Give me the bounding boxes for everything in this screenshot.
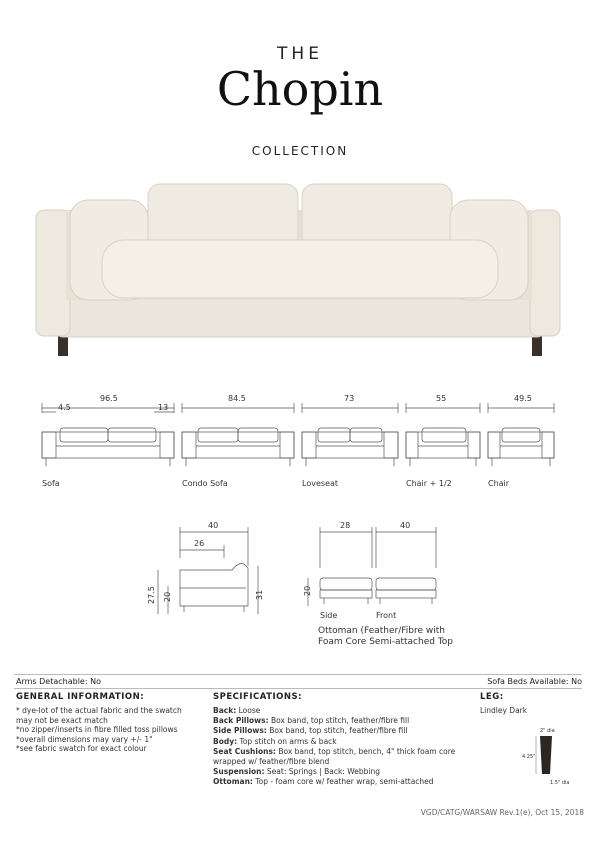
- spec-row: [213, 757, 478, 767]
- dim-sofa: 96.5: [100, 394, 118, 403]
- sofa-beds-available: [487, 677, 582, 686]
- dim-seat-height: 20: [163, 591, 172, 602]
- chair-half-drawing: [406, 403, 480, 466]
- side-profile-drawing: [158, 527, 258, 614]
- leg-info: [480, 692, 580, 715]
- ottoman-front-drawing: [376, 527, 436, 604]
- leg-diagram: [522, 726, 578, 788]
- spec-value: Box band, top stitch, feather/fibre fill: [270, 716, 410, 726]
- spec-value: Top - foam core w/ feather wrap, semi-attached: [255, 777, 434, 787]
- spec-value: Loose: [238, 706, 261, 715]
- general-line: may not be exact match: [16, 715, 108, 725]
- leg-heading: LEG:: [480, 692, 504, 702]
- spec-row: [213, 767, 478, 777]
- spec-value: Seat: Springs | Back: Webbing: [266, 767, 380, 777]
- leg-value: Lindley Dark: [480, 706, 528, 715]
- beds-value: No: [571, 677, 582, 686]
- spec-row: [213, 737, 478, 747]
- label-chair-half: Chair + 1/2: [406, 479, 452, 488]
- header-collection: COLLECTION: [251, 144, 349, 158]
- arms-value: No: [90, 677, 101, 686]
- divider-top: [14, 674, 582, 675]
- general-heading: GENERAL INFORMATION:: [16, 692, 145, 702]
- spec-label: Back:: [213, 706, 237, 715]
- dim-back-height: 31: [255, 589, 264, 600]
- label-condo: Condo Sofa: [182, 479, 228, 488]
- spec-row: [213, 716, 478, 726]
- ottoman-caption-line2: Foam Core Semi-attached Top: [318, 637, 453, 647]
- sofa-drawing: [42, 403, 174, 466]
- label-sofa: Sofa: [42, 479, 60, 488]
- leg-top-dia: 2" dia: [540, 728, 555, 734]
- header-the: THE: [277, 44, 323, 64]
- general-information: [16, 692, 206, 754]
- spec-row: [213, 777, 478, 787]
- specs-heading: SPECIFICATIONS:: [213, 692, 303, 702]
- ottoman-side-drawing: [308, 527, 372, 606]
- ottoman-caption: [318, 626, 488, 648]
- label-ottoman-side: Side: [320, 611, 338, 620]
- leg-bottom-dia: 1.5" dia: [550, 780, 570, 786]
- specifications: [213, 692, 478, 788]
- label-ottoman-front: Front: [376, 611, 397, 620]
- general-line: *overall dimensions may vary +/- 1": [16, 734, 153, 744]
- arms-label: Arms Detachable:: [16, 677, 88, 686]
- spec-value: Box band, top stitch, bench, 4" thick foam core: [278, 746, 456, 756]
- dim-seat-depth: 26: [194, 539, 205, 548]
- dim-depth: 40: [208, 521, 219, 530]
- dim-condo: 84.5: [228, 394, 246, 403]
- spec-label: Suspension:: [213, 767, 265, 777]
- variant-drawings: [40, 388, 560, 498]
- ottoman-caption-line1: Ottoman (Feather/Fibre with: [318, 626, 445, 636]
- spec-row: [213, 726, 478, 736]
- spec-label: Ottoman:: [213, 777, 253, 787]
- sofa-photo: [36, 180, 566, 360]
- spec-label: Seat Cushions:: [213, 746, 276, 756]
- leg-height: 4.25": [522, 754, 536, 760]
- dim-loveseat: 73: [344, 394, 355, 403]
- general-line: *no zipper/inserts in fibre filled toss pillows: [16, 725, 178, 734]
- dim-sofa-arm-right: 13: [158, 403, 169, 412]
- spec-value: Top stitch on arms & back: [239, 736, 337, 746]
- beds-label: Sofa Beds Available:: [487, 677, 569, 686]
- loveseat-drawing: [302, 403, 398, 466]
- general-line: *see fabric swatch for exact colour: [16, 744, 147, 753]
- leg-shape: [540, 736, 552, 774]
- dim-ottoman-height: 20: [303, 585, 312, 596]
- spec-value: Box band, top stitch, feather/fibre fill: [269, 726, 408, 736]
- chair-drawing: [488, 403, 554, 466]
- profile-diagrams: [147, 518, 452, 623]
- dim-ottoman-depth: 28: [340, 521, 351, 530]
- spec-row: [213, 706, 478, 716]
- condo-drawing: [182, 403, 294, 466]
- spec-label: Side Pillows:: [213, 726, 267, 736]
- dim-chair-half: 55: [436, 394, 447, 403]
- arms-detachable: [16, 677, 101, 686]
- collection-name: Chopin: [216, 62, 384, 116]
- dim-chair: 49.5: [514, 394, 532, 403]
- spec-value: wrapped w/ feather/fibre blend: [213, 757, 330, 767]
- spec-label: Body:: [213, 736, 238, 746]
- dim-ottoman-width: 40: [400, 521, 411, 530]
- dim-arm-height: 27.5: [147, 586, 156, 604]
- spec-label: Back Pillows:: [213, 716, 269, 726]
- general-line: * dye-lot of the actual fabric and the swatch: [16, 706, 182, 715]
- label-chair: Chair: [488, 479, 510, 488]
- label-loveseat: Loveseat: [302, 479, 338, 488]
- spec-row: [213, 747, 478, 757]
- divider-bottom: [14, 688, 582, 689]
- document-reference: VGD/CATG/WARSAW Rev.1(e), Oct 15, 2018: [420, 808, 584, 817]
- dim-sofa-arm-left: 4.5: [58, 403, 71, 412]
